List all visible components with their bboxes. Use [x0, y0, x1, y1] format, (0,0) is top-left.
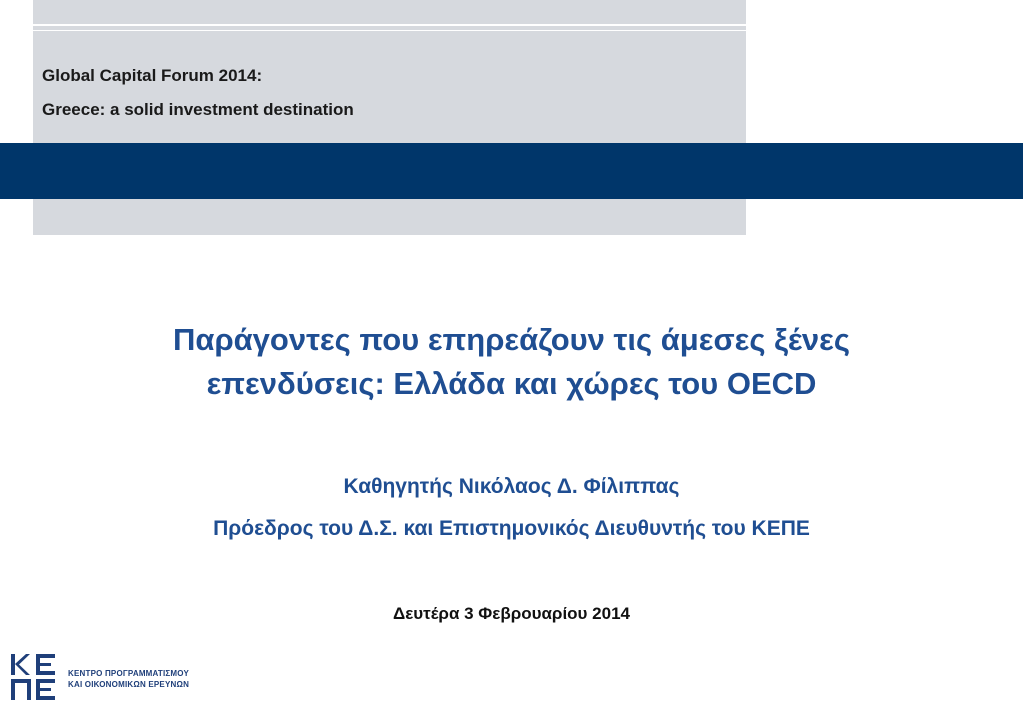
presenter-role: Πρόεδρος του Δ.Σ. και Επιστημονικός Διευθυντής του ΚΕΠΕ	[213, 517, 810, 540]
presentation-date: Δευτέρα 3 Φεβρουαρίου 2014	[392, 604, 630, 623]
logo-text-line1: ΚΕΝΤΡΟ ΠΡΟΓΡΑΜΜΑΤΙΣΜΟΥ	[68, 669, 189, 678]
kepe-logo-icon	[10, 652, 58, 702]
header-blue-band	[0, 143, 1023, 199]
logo-text-line2: ΚΑΙ ΟΙΚΟΝΟΜΙΚΩΝ ΕΡΕΥΝΩΝ	[68, 680, 190, 689]
presentation-title-line2: επενδύσεις: Ελλάδα και χώρες του OECD	[206, 366, 817, 401]
header-divider-bottom	[33, 30, 746, 31]
kepe-logo	[10, 652, 215, 702]
presenter-name: Καθηγητής Νικόλαος Δ. Φίλιππας	[343, 475, 680, 498]
presentation-title	[60, 318, 963, 406]
presentation-title-line1: Παράγοντες που επηρεάζουν τις άμεσες ξένες	[173, 322, 850, 357]
header-divider-top	[33, 24, 746, 26]
conference-title: Global Capital Forum 2014:	[42, 66, 263, 85]
conference-subtitle: Greece: a solid investment destination	[42, 100, 354, 119]
